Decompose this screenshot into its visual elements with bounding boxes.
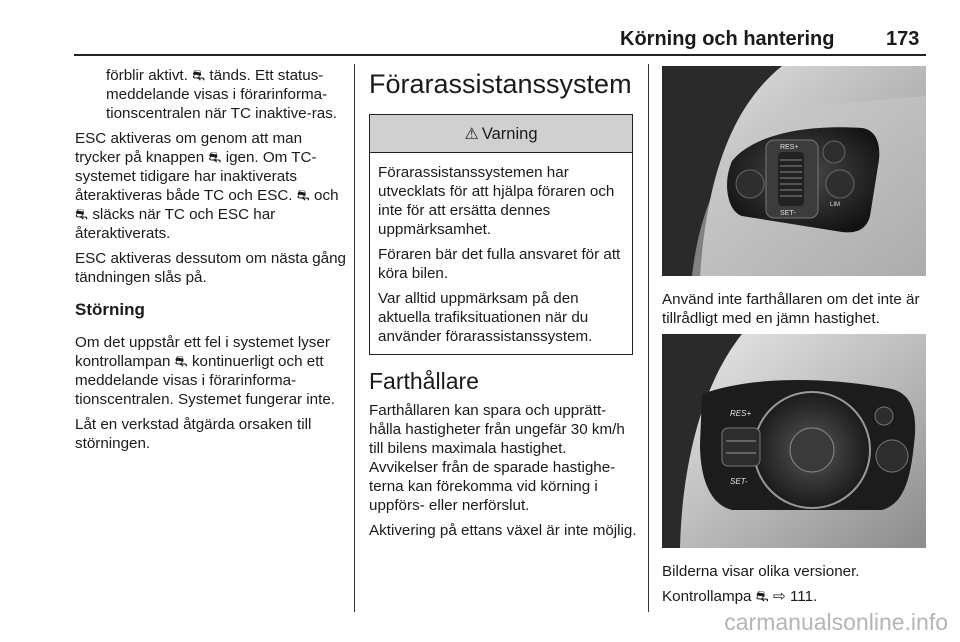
set-label: SET- xyxy=(730,477,748,486)
column-divider-right xyxy=(648,64,649,612)
res-label: RES+ xyxy=(730,409,752,418)
steering-wheel-photo-1 xyxy=(662,66,926,276)
warning-title: Varning xyxy=(481,125,538,143)
caption: Bilderna visar olika versioner. xyxy=(662,563,860,580)
warning-body xyxy=(370,153,632,354)
watermark: carmanualsonline.info xyxy=(724,609,948,635)
warning-box xyxy=(369,114,633,355)
paragraph: ESC aktiveras dessutom om nästa gång tändningen slås på. xyxy=(75,250,346,286)
subheading-fault: Störning xyxy=(75,300,145,319)
warning-triangle-icon: ⚠ xyxy=(464,126,479,143)
paragraph: Låt en verkstad åtgärda orsaken till störningen. xyxy=(75,416,312,452)
page-number: 173 xyxy=(886,28,920,50)
heading-driver-assistance: Förarassistanssystem xyxy=(369,69,632,99)
paragraph: Farthållaren kan spara och upprätt-hålla hastigheter från ungefär 30 km/h till bilens maximala hastighet. Avvikelser från de sparade hastighe-terna kan förekomma vid körning i uppförs- eller nerförslut. xyxy=(369,402,625,514)
reference-text: Kontrollampa ⛐ ⇨ 111. xyxy=(662,588,818,605)
caption: Använd inte farthållaren om det inte är tillrådligt med en jämn hastighet. xyxy=(662,291,920,327)
steering-wheel-photo-2 xyxy=(662,334,926,548)
warning-paragraph: Förarassistanssystemen har utvecklats för att hjälpa föraren och inte för att ersätta dennes uppmärksamhet. xyxy=(378,164,615,238)
section-title: Körning och hantering xyxy=(620,28,835,50)
paragraph: förblir aktivt. ⛐ tänds. Ett status-meddelande visas i förarinforma-tionscentralen när TC inaktive-ras. xyxy=(106,67,338,122)
res-label: RES+ xyxy=(780,144,799,151)
column-divider-left xyxy=(354,64,355,612)
warning-paragraph: Var alltid uppmärksam på den aktuella trafiksituationen när du använder förarassistanssystem. xyxy=(378,290,593,345)
warning-paragraph: Föraren bär det fulla ansvaret för att köra bilen. xyxy=(378,246,621,282)
paragraph: Aktivering på ettans växel är inte möjlig. xyxy=(369,522,637,539)
left-column xyxy=(75,66,347,459)
warning-header xyxy=(370,115,632,153)
header-rule xyxy=(74,54,926,56)
heading-cruise-control: Farthållare xyxy=(369,368,479,394)
middle-column xyxy=(369,66,637,546)
paragraph: ESC aktiveras om genom att man trycker på knappen ⛐ igen. Om TC-systemet tidigare har inaktiverats återaktiveras både TC och ESC. ⛐ och ⛐ släcks när TC och ESC har återaktiverats. xyxy=(75,130,339,242)
paragraph: Om det uppstår ett fel i systemet lyser kontrollampan ⛐ kontinuerligt och ett meddelande visas i förarinforma-tionscentralen. Systemet fungerar inte. xyxy=(75,334,336,408)
set-label: SET- xyxy=(780,210,796,217)
right-column xyxy=(662,66,928,612)
lim-label: LIM xyxy=(830,202,841,208)
